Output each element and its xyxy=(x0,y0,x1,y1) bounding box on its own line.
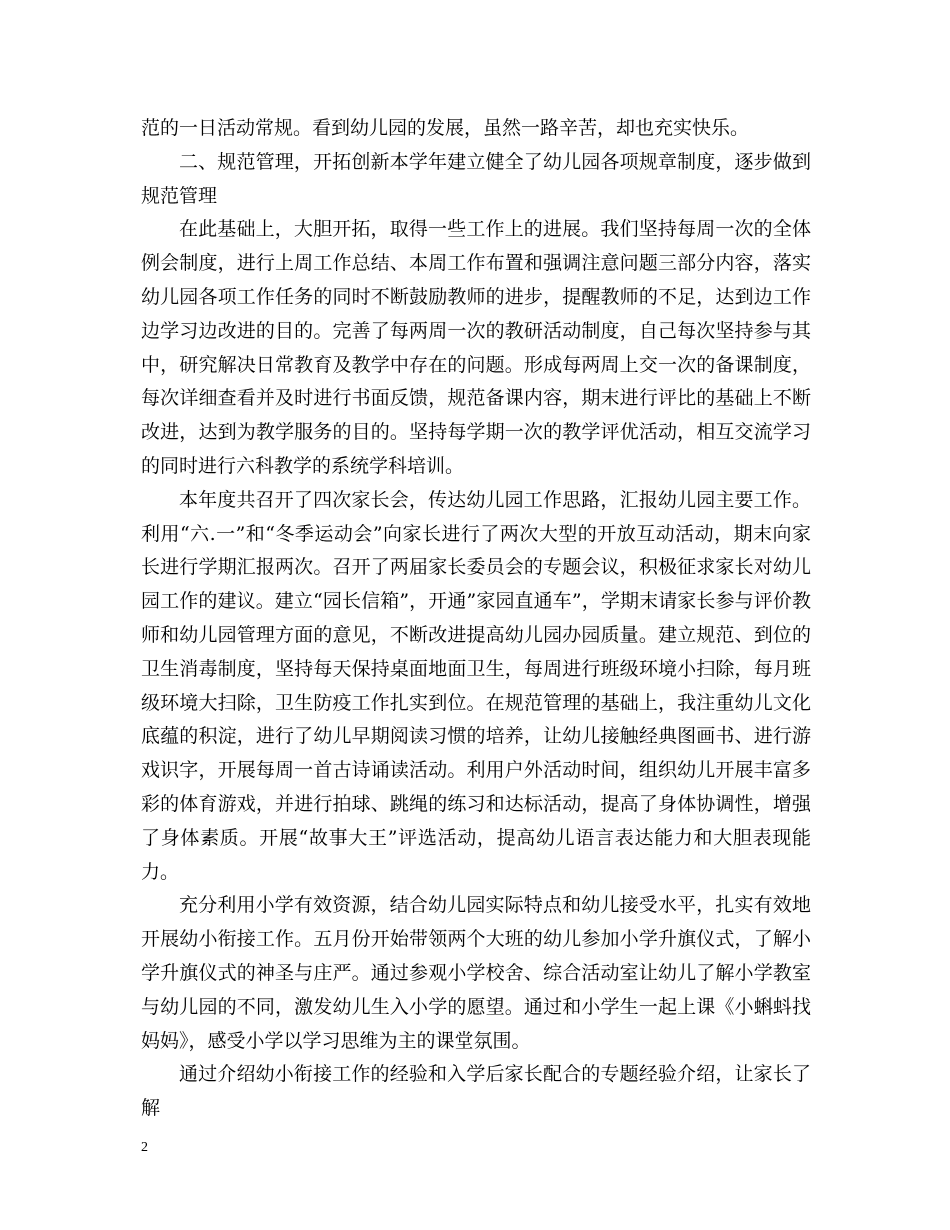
paragraph-parent-introduction: 通过介绍幼小衔接工作的经验和入学后家长配合的专题经验介绍，让家长了解 xyxy=(141,1063,811,1120)
paragraph-primary-school-transition: 充分利用小学有效资源，结合幼儿园实际特点和幼儿接受水平，扎实有效地开展幼小衔接工作。五月份开始带领两个大班的幼儿参加小学升旗仪式，了解小学升旗仪式的神圣与庄严。通过参观小学校舍、综合活动室让幼儿了解小学教室与幼儿园的不同，激发幼儿生入小学的愿望。通过和小学生一起上课《小蝌蚪找妈妈》，感受小学以学习思维为主的课堂氛围。 xyxy=(141,894,811,1052)
paragraph-meeting-system: 在此基础上，大胆开拓，取得一些工作上的进展。我们坚持每周一次的全体例会制度，进行上周工作总结、本周工作布置和强调注意问题三部分内容，落实幼儿园各项工作任务的同时不断鼓励教师的进步，提醒教师的不足，达到边工作边学习边改进的目的。完善了每两周一次的教研活动制度，自己每次坚持参与其中，研究解决日常教育及教学中存在的问题。形成每两周上交一次的备课制度，每次详细查看并及时进行书面反馈，规范备课内容，期末进行评比的基础上不断改进，达到为教学服务的目的。坚持每学期一次的教学评优活动，相互交流学习的同时进行六科教学的系统学科培训。 xyxy=(141,218,811,477)
paragraph-continuation: 范的一日活动常规。看到幼儿园的发展，虽然一路辛苦，却也充实快乐。 xyxy=(141,117,750,139)
document-body xyxy=(141,112,811,1126)
page-number: 2 xyxy=(141,1140,148,1155)
section-heading-management: 二、规范管理，开拓创新本学年建立健全了幼儿园各项规章制度，逐步做到规范管理 xyxy=(141,150,811,207)
paragraph-parent-meetings: 本年度共召开了四次家长会，传达幼儿园工作思路，汇报幼儿园主要工作。利用“六.一”和“冬季运动会”向家长进行了两次大型的开放互动活动，期末向家长进行学期汇报两次。召开了两届家长委员会的专题会议，积极征求家长对幼儿园工作的建议。建立“园长信箱”，开通”家园直通车”，学期末请家长参与评价教师和幼儿园管理方面的意见，不断改进提高幼儿园办园质量。建立规范、到位的卫生消毒制度，坚持每天保持桌面地面卫生，每周进行班级环境小扫除，每月班级环境大扫除，卫生防疫工作扎实到位。在规范管理的基础上，我注重幼儿文化底蕴的积淀，进行了幼儿早期阅读习惯的培养，让幼儿接触经典图画书、进行游戏识字，开展每周一首古诗诵读活动。利用户外活动时间，组织幼儿开展丰富多彩的体育游戏，并进行拍球、跳绳的练习和达标活动，提高了身体协调性，增强了身体素质。开展“故事大王”评选活动，提高幼儿语言表达能力和大胆表现能力。 xyxy=(141,488,811,883)
